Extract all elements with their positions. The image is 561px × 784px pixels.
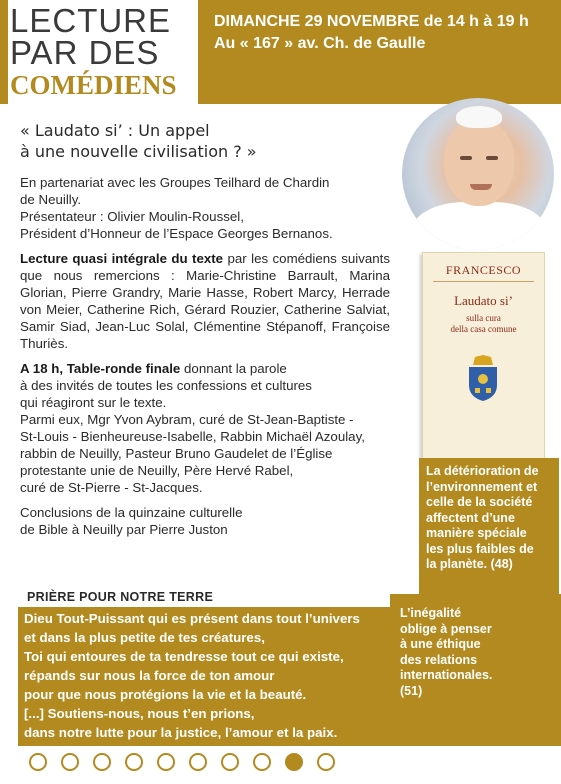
quote-51-text xyxy=(400,606,530,699)
prayer-line: Toi qui entoures de ta tendresse tout ce qui existe, xyxy=(24,649,344,664)
book-subtitle: sulla cura della casa comune xyxy=(450,313,517,334)
quote-line: la planète. (48) xyxy=(426,557,513,571)
quote-line: des relations xyxy=(400,652,478,667)
book-author: FRANCESCO xyxy=(445,263,522,277)
page-dot[interactable] xyxy=(189,753,207,771)
quote-line: (51) xyxy=(400,683,423,698)
page-dot[interactable] xyxy=(157,753,175,771)
papal-coat-of-arms-icon xyxy=(465,355,501,403)
page-dot[interactable] xyxy=(29,753,47,771)
article-body xyxy=(20,120,390,538)
page-dot[interactable] xyxy=(61,753,79,771)
prayer-line: Dieu Tout-Puissant qui es présent dans tout l’univers xyxy=(24,611,360,626)
quote-line: l’environnement et xyxy=(426,479,538,494)
conclusion-text: Conclusions de la quinzaine culturelle de Bible à Neuilly par Pierre Juston xyxy=(20,505,243,537)
reading-paragraph: Lecture quasi intégrale du texte par les comédiens suivants que nous remercions : Marie-Christine Barrault, Marina Glorian, Pierre Grandry, Marie Hasse, Robert Marcy, Herrade von Meier, Catherine Rich, Gérard Rouzier, Catherine Salviat, Samir Siad, Jean-Luc Solal, Clémentine Stépanoff, Françoise Thuriès. xyxy=(20,251,391,351)
quote-line: les plus faibles de xyxy=(426,541,534,556)
prayer-line: dans notre lutte pour la justice, l’amour et la paix. xyxy=(24,725,338,740)
pope-portrait xyxy=(402,98,554,250)
article-heading: « Laudato si’ : Un appel à une nouvelle civilisation ? » xyxy=(20,121,257,161)
quote-line: celle de la société xyxy=(426,495,533,509)
quote-line: internationales. xyxy=(400,668,493,682)
event-info xyxy=(214,11,529,55)
page-dot[interactable] xyxy=(253,753,271,771)
prayer-line: et dans la plus petite de tes créatures, xyxy=(24,630,265,645)
page-dot[interactable] xyxy=(93,753,111,771)
page-dot-active[interactable] xyxy=(285,753,303,771)
quote-line: affectent d’une xyxy=(426,510,515,525)
quote-box-48 xyxy=(419,458,559,595)
title-line-3: COMÉDIENS xyxy=(10,70,177,100)
book-cover xyxy=(422,252,545,464)
event-date: DIMANCHE 29 NOVEMBRE de 14 h à 19 h xyxy=(214,13,529,30)
quote-line: à une éthique xyxy=(400,637,481,651)
page-dot[interactable] xyxy=(221,753,239,771)
prayer-line: [...] Soutiens-nous, nous t’en prions, xyxy=(24,706,255,721)
title-line-2: PAR DES xyxy=(10,34,160,71)
roundtable-paragraph: A 18 h, Table-ronde finale donnant la parole à des invités de toutes les confessions et cultures qui réagiront sur le texte. Parmi eux, Mgr Yvon Aybram, curé de St-Jean-Baptiste - St-Louis - Bienheureuse-Isabelle, Rabbin Michaël Azoulay, rabbin de Neuilly, Pasteur Bruno Gaudelet de l’Église protestante unie de Neuilly, Père Hervé Rabel, curé de St-Pierre - St-Jacques. xyxy=(20,361,365,495)
quote-line: manière spéciale xyxy=(426,526,527,540)
quote-line: La détérioration de xyxy=(426,464,539,478)
quote-line: oblige à penser xyxy=(400,621,492,636)
event-title-block xyxy=(8,0,198,104)
quote-line: L’inégalité xyxy=(400,606,462,620)
book-divider xyxy=(433,281,534,282)
prayer-line: pour que nous protégions la vie et la beauté. xyxy=(24,687,307,702)
book-title: Laudato si’ xyxy=(454,293,513,308)
partnership-text: En partenariat avec les Groupes Teilhard de Chardin de Neuilly. Présentateur : Olivier Moulin-Roussel, Président d’Honneur de l’Espace Georges Bernanos. xyxy=(20,175,333,241)
prayer-line: répands sur nous la force de ton amour xyxy=(24,668,275,683)
page-dot[interactable] xyxy=(125,753,143,771)
prayer-title: PRIÈRE POUR NOTRE TERRE xyxy=(27,590,214,604)
event-address: Au « 167 » av. Ch. de Gaulle xyxy=(214,35,426,52)
page-dot[interactable] xyxy=(317,753,335,771)
prayer-box xyxy=(18,607,390,746)
quote-box-51 xyxy=(390,594,561,746)
quote-48-text xyxy=(426,464,556,573)
title-line-1: LECTURE xyxy=(10,2,172,39)
